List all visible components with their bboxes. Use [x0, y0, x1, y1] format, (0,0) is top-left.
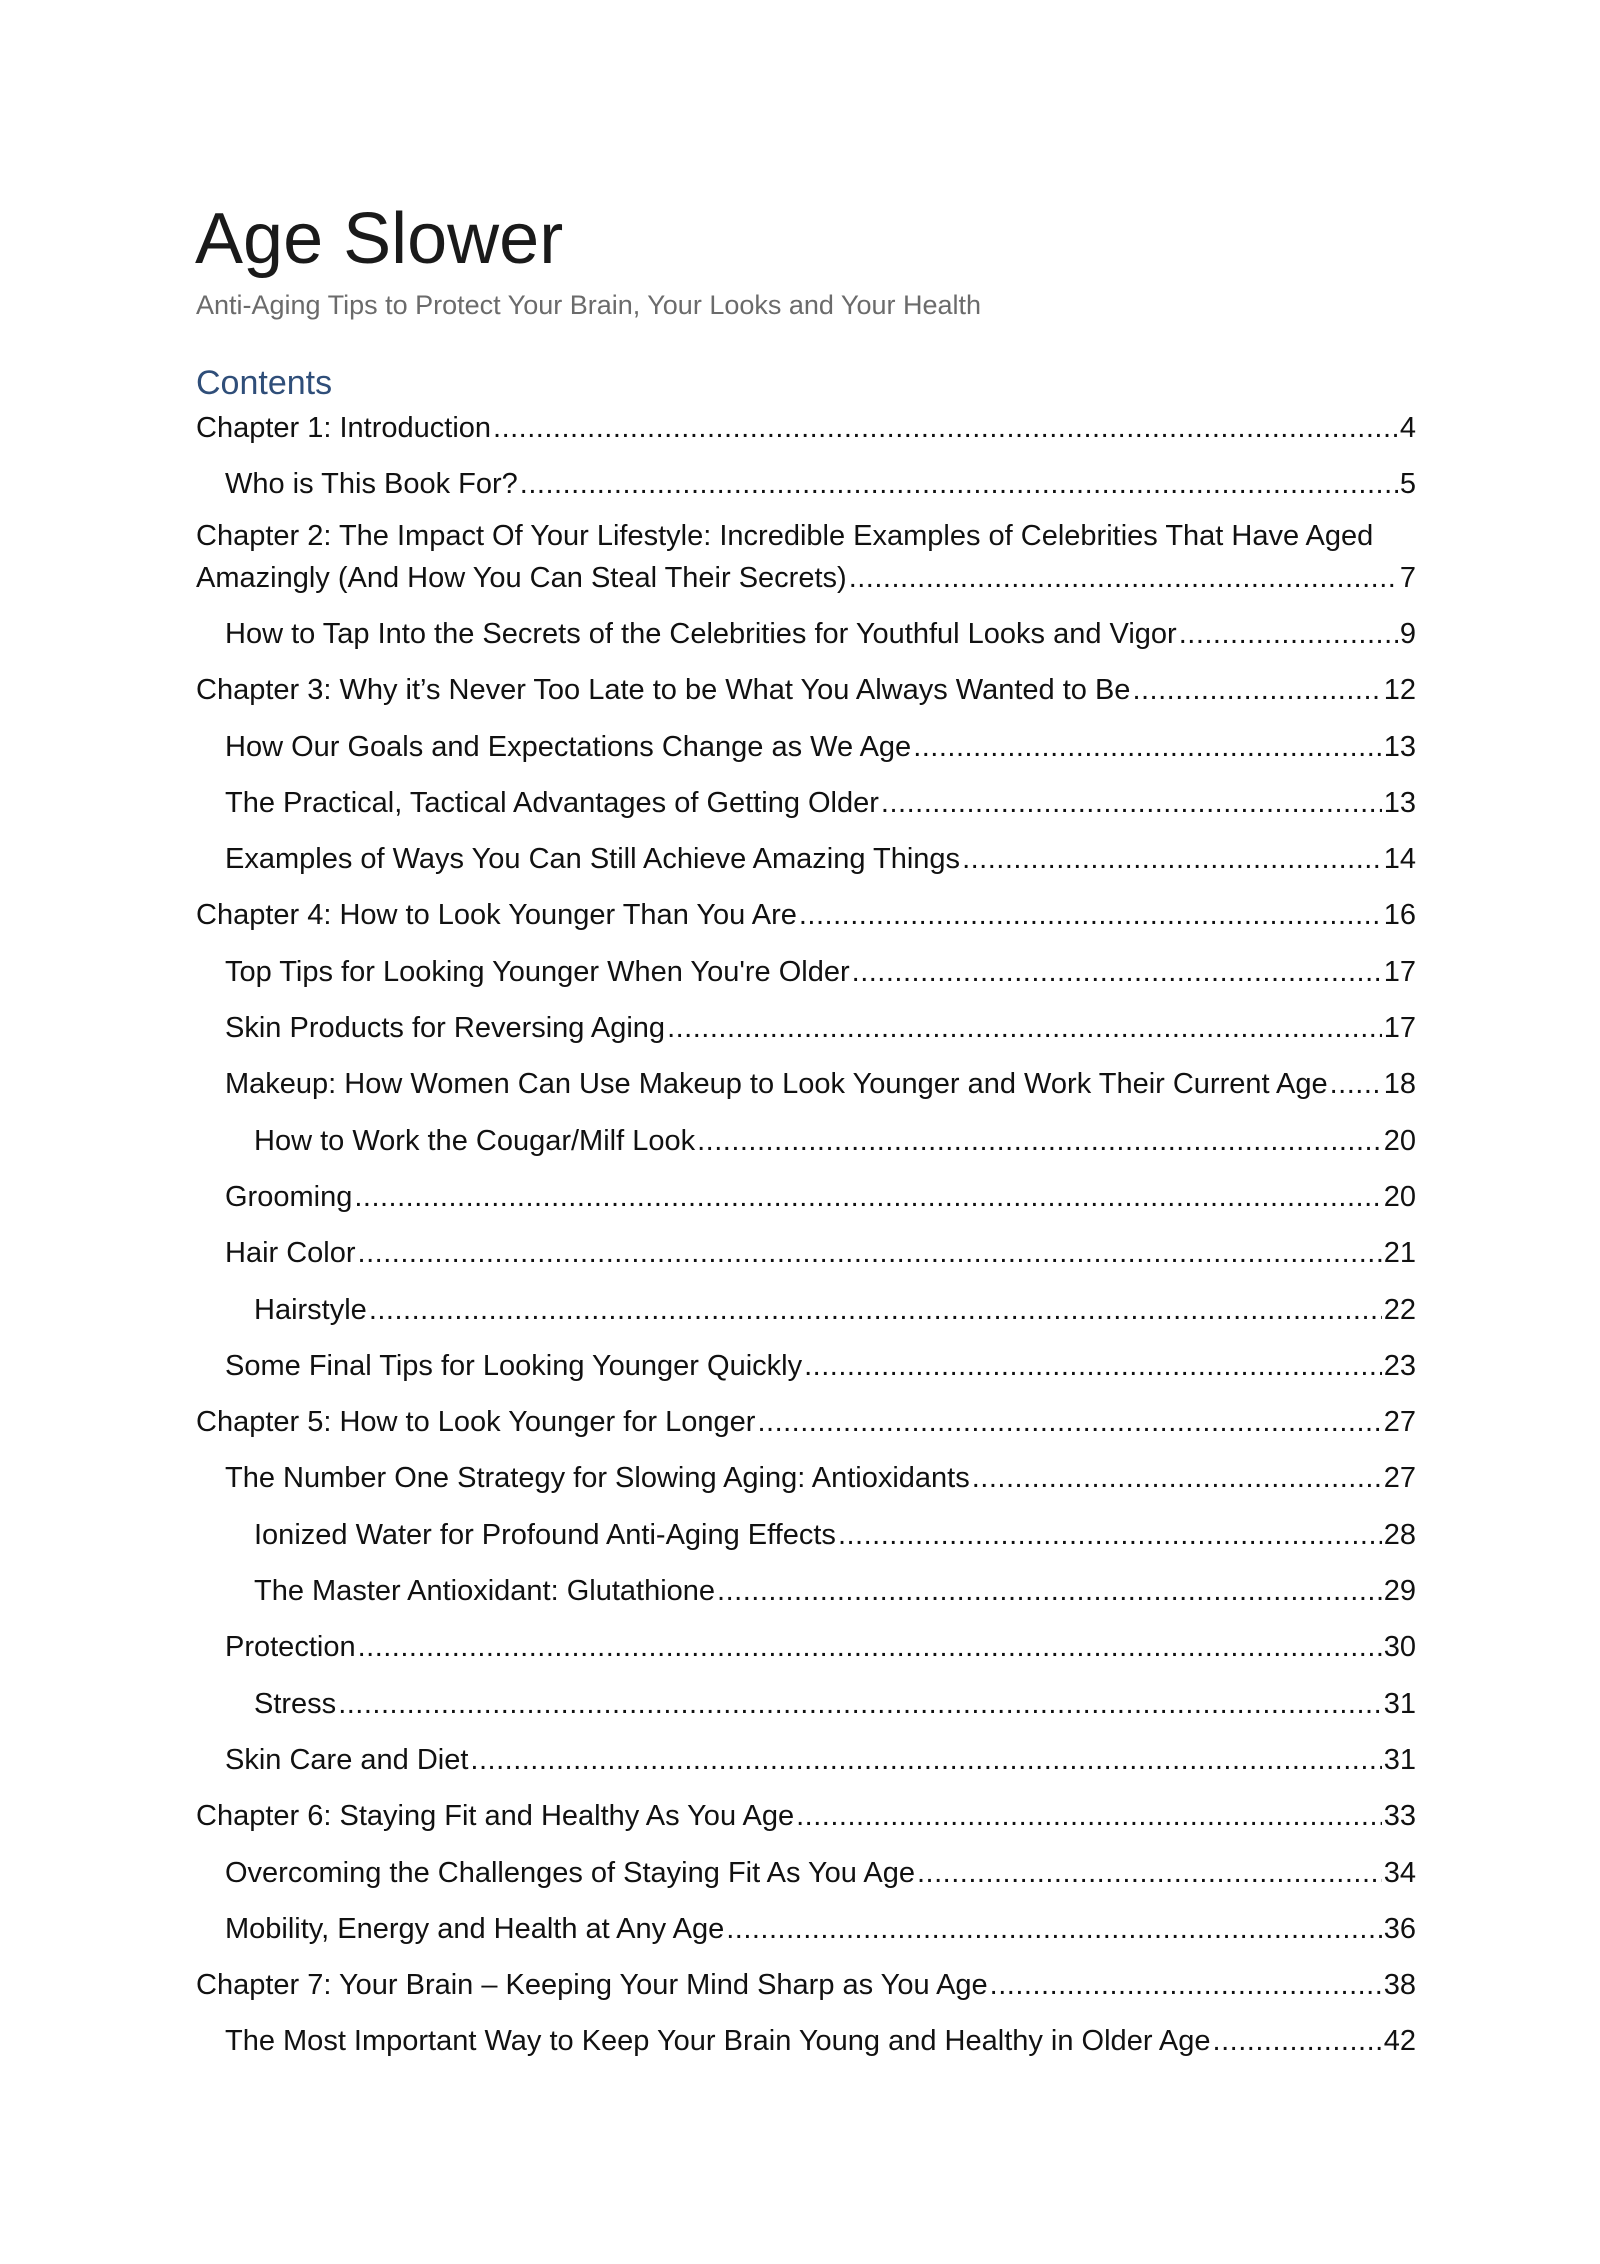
toc-page-number: 9 [1399, 617, 1416, 650]
toc-page-number: 23 [1383, 1349, 1416, 1382]
toc-page-number: 16 [1383, 899, 1416, 932]
toc-leader-dots [717, 1568, 1382, 1614]
toc-leader-dots [990, 1962, 1382, 2008]
toc-entry[interactable] [225, 1455, 1416, 1501]
toc-entry-title: Stress [254, 1687, 337, 1720]
toc-leader-dots [354, 1174, 1381, 1220]
toc-leader-dots [470, 1737, 1381, 1783]
toc-leader-dots [962, 836, 1382, 882]
toc-entry[interactable] [254, 1287, 1416, 1333]
toc-entry-title: Hairstyle [254, 1293, 367, 1326]
toc-leader-dots [796, 1793, 1382, 1839]
toc-page-number: 42 [1383, 2025, 1416, 2058]
toc-page-number: 13 [1383, 786, 1416, 819]
toc-page-number: 5 [1399, 468, 1416, 501]
toc-page-number: 31 [1383, 1743, 1416, 1776]
toc-page-number: 13 [1383, 730, 1416, 763]
toc-leader-dots [849, 555, 1398, 601]
toc-leader-dots [1330, 1061, 1382, 1107]
toc-leader-dots [1213, 2018, 1382, 2064]
toc-page-number: 17 [1383, 955, 1416, 988]
toc-leader-dots [804, 1343, 1382, 1389]
toc-page-number: 36 [1383, 1912, 1416, 1945]
toc-entry-title: Chapter 1: Introduction [196, 412, 492, 444]
toc-entry-title: Ionized Water for Profound Anti-Aging Effects [254, 1518, 836, 1551]
toc-page-number: 20 [1383, 1180, 1416, 1213]
toc-entry[interactable] [225, 1230, 1416, 1276]
toc-page-number: 31 [1383, 1687, 1416, 1720]
toc-entry[interactable] [196, 1399, 1416, 1445]
toc-entry-title: How Our Goals and Expectations Change as We Age [225, 730, 912, 763]
toc-entry-title: Chapter 3: Why it’s Never Too Late to be What You Always Wanted to Be [196, 674, 1131, 707]
toc-entry[interactable] [225, 780, 1416, 826]
toc-entry-title: The Number One Strategy for Slowing Aging: Antioxidants [225, 1462, 970, 1495]
toc-entry-title: Hair Color [225, 1237, 356, 1270]
toc-entry-title: Some Final Tips for Looking Younger Quickly [225, 1349, 803, 1382]
toc-entry-title: Chapter 5: How to Look Younger for Longer [196, 1406, 756, 1439]
toc-entry[interactable] [225, 1174, 1416, 1220]
toc-entry-title: The Master Antioxidant: Glutathione [254, 1575, 716, 1607]
toc-leader-dots [881, 780, 1382, 826]
toc-leader-dots [726, 1906, 1382, 1952]
toc-entry[interactable] [225, 1737, 1416, 1783]
toc-leader-dots [1132, 667, 1381, 713]
toc-entry[interactable] [225, 724, 1416, 770]
toc-entry-title: Skin Care and Diet [225, 1743, 469, 1776]
toc-entry-title-line: Chapter 2: The Impact Of Your Lifestyle: Incredible Examples of Celebrities That Have Aged [196, 519, 1374, 552]
toc-leader-dots [697, 1118, 1382, 1164]
toc-entry-title: Skin Products for Reversing Aging [225, 1012, 666, 1044]
toc-page-number: 27 [1383, 1462, 1416, 1495]
toc-page-number: 33 [1383, 1800, 1416, 1833]
toc-entry[interactable] [225, 1343, 1416, 1389]
toc-entry[interactable] [196, 892, 1416, 938]
toc-entry[interactable] [225, 1624, 1416, 1670]
toc-leader-dots [358, 1230, 1382, 1276]
toc-leader-dots [972, 1455, 1382, 1501]
toc-leader-dots [1179, 611, 1398, 657]
toc-page-number: 14 [1383, 843, 1416, 876]
toc-entry[interactable] [196, 1793, 1416, 1839]
toc-entry-title: The Most Important Way to Keep Your Brain Young and Healthy in Older Age [225, 2025, 1211, 2058]
toc-entry-title: Amazingly (And How You Can Steal Their Secrets) [196, 561, 847, 594]
toc-entry-title: How to Work the Cougar/Milf Look [254, 1124, 696, 1157]
toc-page-number: 38 [1383, 1969, 1416, 2002]
toc-page-number: 22 [1383, 1293, 1416, 1326]
toc-entry-title: Makeup: How Women Can Use Makeup to Look Younger and Work Their Current Age [225, 1068, 1328, 1101]
toc-entry[interactable] [196, 405, 1416, 451]
toc-page-number: 30 [1383, 1631, 1416, 1664]
toc-page-number: 17 [1383, 1012, 1416, 1044]
toc-entry-title: How to Tap Into the Secrets of the Celebrities for Youthful Looks and Vigor [225, 617, 1177, 650]
toc-entry[interactable] [196, 518, 1416, 601]
toc-entry[interactable] [225, 2018, 1416, 2064]
toc-entry-title: Mobility, Energy and Health at Any Age [225, 1912, 725, 1945]
toc-entry[interactable] [225, 836, 1416, 882]
toc-page-number: 28 [1383, 1518, 1416, 1551]
toc-entry[interactable] [225, 949, 1416, 995]
toc-entry[interactable] [254, 1568, 1416, 1614]
toc-entry[interactable] [196, 1962, 1416, 2008]
document-title: Age Slower [195, 199, 564, 279]
toc-page-number: 18 [1383, 1068, 1416, 1101]
toc-page-number: 21 [1383, 1237, 1416, 1270]
toc-leader-dots [358, 1624, 1382, 1670]
toc-entry-title: Chapter 4: How to Look Younger Than You Are [196, 899, 797, 932]
toc-entry-title: Overcoming the Challenges of Staying Fit As You Age [225, 1856, 915, 1889]
toc-page-number: 29 [1383, 1575, 1416, 1607]
toc-leader-dots [338, 1681, 1382, 1727]
toc-page-number: 27 [1383, 1406, 1416, 1439]
toc-entry-title: Protection [225, 1631, 356, 1664]
toc-entry[interactable] [196, 667, 1416, 713]
toc-entry-title: Who is This Book For? [225, 468, 518, 501]
toc-page-number: 4 [1399, 412, 1416, 444]
toc-leader-dots [913, 724, 1382, 770]
toc-entry[interactable] [225, 611, 1416, 657]
toc-entry-title: The Practical, Tactical Advantages of Getting Older [225, 786, 879, 819]
toc-entry-title: Examples of Ways You Can Still Achieve Amazing Things [225, 843, 961, 876]
toc-leader-dots [757, 1399, 1381, 1445]
toc-leader-dots [799, 892, 1382, 938]
toc-leader-dots [838, 1512, 1382, 1558]
contents-heading: Contents [196, 364, 333, 402]
toc-entry-title: Chapter 7: Your Brain – Keeping Your Mind Sharp as You Age [196, 1969, 988, 2002]
toc-leader-dots [917, 1850, 1382, 1896]
toc-page-number: 20 [1383, 1124, 1416, 1157]
toc-entry[interactable] [225, 461, 1416, 507]
toc-page-number: 12 [1383, 674, 1416, 707]
toc-leader-dots [369, 1287, 1382, 1333]
toc-entry[interactable] [225, 1906, 1416, 1952]
toc-entry[interactable] [225, 1005, 1416, 1051]
document-subtitle: Anti-Aging Tips to Protect Your Brain, Your Looks and Your Health [196, 290, 982, 320]
toc-entry-title: Grooming [225, 1180, 353, 1213]
toc-leader-dots [852, 949, 1382, 995]
toc-page-number: 7 [1399, 561, 1416, 594]
toc-entry[interactable] [225, 1061, 1416, 1107]
toc-entry[interactable] [254, 1681, 1416, 1727]
toc-entry-title: Chapter 6: Staying Fit and Healthy As You Age [196, 1800, 795, 1833]
toc-entry[interactable] [254, 1512, 1416, 1558]
toc-page-number: 34 [1383, 1856, 1416, 1889]
toc-leader-dots [520, 461, 1398, 507]
toc-leader-dots [667, 1005, 1382, 1051]
toc-entry-title: Top Tips for Looking Younger When You're Older [225, 955, 850, 988]
toc-leader-dots [493, 405, 1398, 451]
toc-entry[interactable] [225, 1850, 1416, 1896]
toc-entry[interactable] [254, 1118, 1416, 1164]
